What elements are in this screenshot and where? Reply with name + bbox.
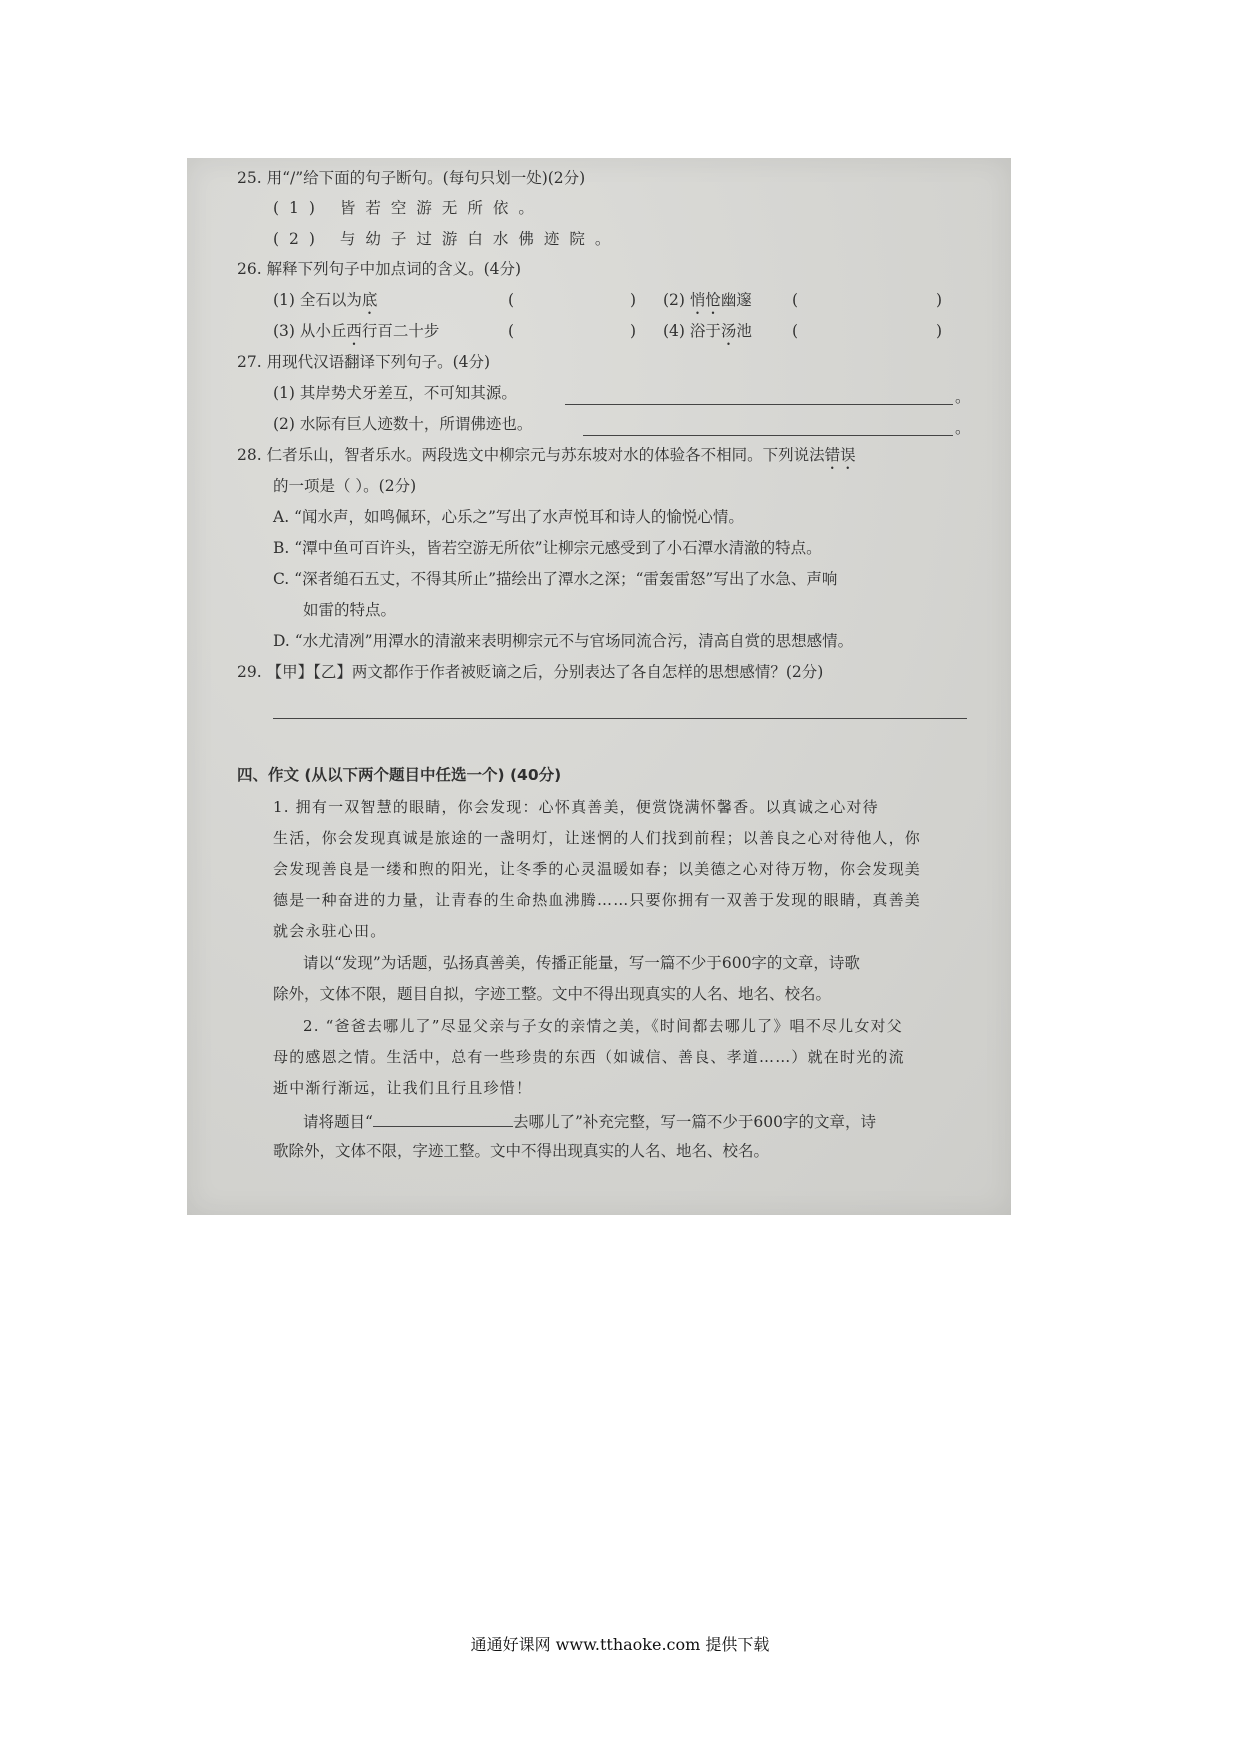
q25-title: 25. 用“/”给下面的句子断句。(每句只划一处)(2分)	[237, 169, 586, 187]
essay-prompt-1-line-2: 生活，你会发现真诚是旅途的一盏明灯，让迷惘的人们找到前程；以善良之心对待他人，你	[273, 829, 922, 847]
q26-item-4-text-b: 池	[736, 322, 752, 340]
q26-item-2	[663, 290, 752, 318]
q27-sentence-1: (1) 其岸势犬牙差互，不可知其源。	[273, 384, 517, 402]
essay-prompt-2-line-3: 逝中渐行渐远，让我们且行且珍惜！	[273, 1079, 533, 1097]
essay-requirement-2-line-2: 歌除外，文体不限，字迹工整。文中不得出现真实的人名、地名、校名。	[273, 1142, 770, 1160]
q28-option-a: A. “闻水声，如鸣佩环，心乐之”写出了水声悦耳和诗人的愉悦心情。	[273, 508, 744, 526]
q26-item-3	[273, 321, 439, 349]
q27-period-1: 。	[955, 388, 971, 406]
q25-sentence-2: (2) 与幼子过游白水佛迹院。	[273, 230, 621, 248]
q28-option-b: B. “潭中鱼可百许头，皆若空游无所依”让柳宗元感受到了小石潭水清澈的特点。	[273, 539, 822, 557]
q28-title-line-1	[237, 445, 856, 473]
essay-requirement-2-text-a: 请将题目“	[303, 1113, 373, 1131]
q26-title: 26. 解释下列句子中加点词的含义。(4分)	[237, 260, 522, 278]
q26-item-1-dotted-word: 底	[361, 291, 378, 309]
essay-title-blank[interactable]	[373, 1110, 513, 1127]
q27-sentence-2: (2) 水际有巨人迹数十，所谓佛迹也。	[273, 415, 533, 433]
q28-option-d: D. “水尤清冽”用潭水的清澈来表明柳宗元不与官场同流合污，清高自赏的思想感情。	[273, 632, 854, 650]
q26-item-2-dotted-word: 悄怆	[689, 291, 721, 309]
essay-prompt-2-line-1: 2. “爸爸去哪儿了”尽显父亲与子女的亲情之美，《时间都去哪儿了》唱不尽儿女对父	[303, 1017, 903, 1035]
q26-item-4-paren-close: )	[936, 322, 943, 340]
q26-item-4	[663, 321, 752, 349]
q27-period-2: 。	[955, 419, 971, 437]
q27-title: 27. 用现代汉语翻译下列句子。(4分)	[237, 353, 491, 371]
essay-prompt-2-line-2: 母的感恩之情。生活中，总有一些珍贵的东西（如诚信、善良、孝道……）就在时光的流	[273, 1048, 905, 1066]
q26-item-4-paren-open: (	[792, 322, 799, 340]
essay-prompt-1-line-3: 会发现善良是一缕和煦的阳光，让冬季的心灵温暖如春；以美德之心对待万物，你会发现美	[273, 860, 922, 878]
q26-item-3-text-b: 行百二十步	[361, 322, 440, 340]
essay-requirement-1-line-2: 除外，文体不限，题目自拟，字迹工整。文中不得出现真实的人名、地名、校名。	[273, 985, 832, 1003]
q28-option-c-line-2: 如雷的特点。	[303, 601, 397, 619]
essay-prompt-1-line-1: 1. 拥有一双智慧的眼睛，你会发现：心怀真善美，便赏饶满怀馨香。以真诚之心对待	[273, 798, 879, 816]
essay-prompt-1-line-5: 就会永驻心田。	[273, 922, 387, 940]
essay-heading: 四、作文 (从以下两个题目中任选一个) (40分)	[237, 766, 562, 784]
q26-item-1-paren-close: )	[630, 291, 637, 309]
q26-item-2-text: 幽邃	[720, 291, 752, 309]
footer-download-note: 通通好课网 www.tthaoke.com 提供下载	[470, 1635, 770, 1654]
q26-item-4-text-a: (4) 浴于	[663, 322, 721, 340]
q26-item-3-dotted-word: 西	[346, 322, 362, 340]
q26-item-3-text-a: (3) 从小丘	[273, 322, 347, 340]
q26-item-3-paren-open: (	[508, 322, 515, 340]
q27-answer-line-2[interactable]	[583, 435, 953, 436]
q25-sentence-1: (1) 皆若空游无所依。	[273, 199, 544, 217]
q26-item-2-paren-close: )	[936, 291, 943, 309]
essay-prompt-1-line-4: 德是一种奋进的力量，让青春的生命热血沸腾……只要你拥有一双善于发现的眼睛，真善美	[273, 891, 922, 909]
q26-item-1	[273, 290, 377, 318]
q26-item-4-dotted-word: 汤	[720, 322, 737, 340]
q26-item-3-paren-close: )	[630, 322, 637, 340]
q26-item-2-paren-open: (	[792, 291, 799, 309]
q28-option-c-line-1: C. “深者缒石五丈，不得其所止”描绘出了潭水之深；“雷轰雷怒”写出了水急、声响	[273, 570, 838, 588]
q28-title-dotted-word: 错误	[824, 446, 856, 464]
q28-title-text: 28. 仁者乐山，智者乐水。两段选文中柳宗元与苏东坡对水的体验各不相同。下列说法	[237, 446, 825, 464]
essay-requirement-2-text-b: 去哪儿了”补充完整，写一篇不少于600字的文章，诗	[512, 1113, 876, 1131]
essay-requirement-2-line-1	[303, 1110, 876, 1132]
q27-answer-line-1[interactable]	[565, 404, 953, 405]
q26-item-2-num: (2)	[663, 291, 690, 309]
q29-title: 29. 【甲】【乙】两文都作于作者被贬谪之后，分别表达了各自怎样的思想感情？(2分)	[237, 663, 824, 681]
essay-requirement-1-line-1: 请以“发现”为话题，弘扬真善美，传播正能量，写一篇不少于600字的文章，诗歌	[303, 954, 860, 972]
q29-answer-line[interactable]	[273, 718, 967, 719]
q26-item-1-paren-open: (	[508, 291, 515, 309]
q26-item-1-text: (1) 全石以为	[273, 291, 362, 309]
q28-title-line-2: 的一项是（ ）。(2分)	[273, 477, 417, 495]
